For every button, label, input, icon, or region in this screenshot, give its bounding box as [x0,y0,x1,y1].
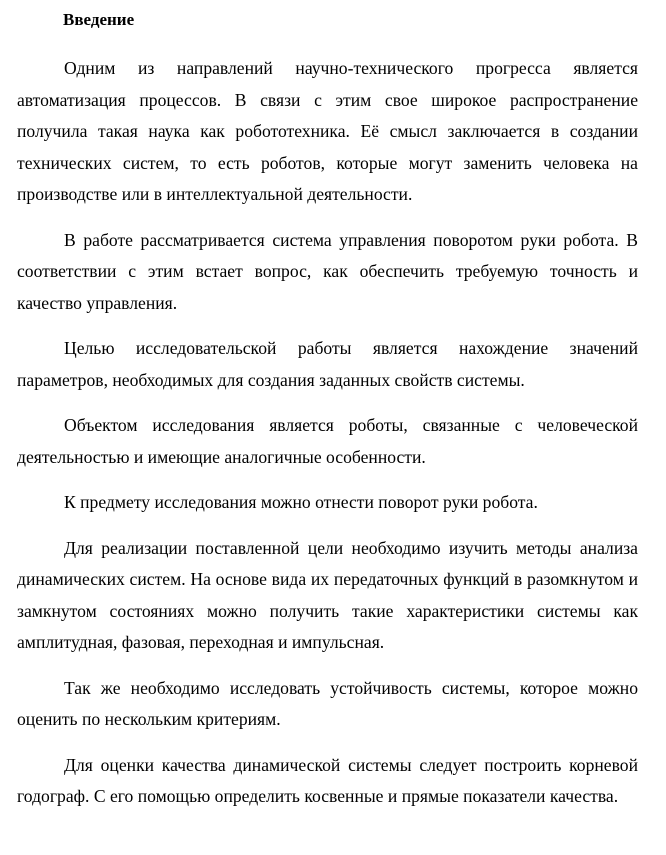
paragraph-goal: Целью исследовательской работы является нахождение значений параметров, необходимых для создания заданных свойств системы. [17,338,638,390]
paragraph-intro-automation: Одним из направлений научно-технического прогресса является автоматизация процессов. В связи с этим свое широкое распространение получила такая наука как робототехника. Её смысл заключается в создании технических систем, то есть роботов, которые могут заменить человека на производстве или в интеллектуальной деятельности. [17,58,638,204]
paragraph-object: Объектом исследования является роботы, связанные с человеческой деятельностью и имеющие аналогичные особенности. [17,415,638,467]
paragraph-subject: К предмету исследования можно отнести поворот руки робота. [64,492,538,512]
paragraph-system-considered: В работе рассматривается система управления поворотом руки робота. В соответствии с этим встает вопрос, как обеспечить требуемую точность и качество управления. [17,229,638,313]
paragraph-stability: Так же необходимо исследовать устойчивость системы, которое можно оценить по нескольким критериям. [17,677,638,729]
section-heading: Введение [63,10,135,29]
paragraph-methods: Для реализации поставленной цели необходимо изучить методы анализа динамических систем. На основе вида их передаточных функций в разомкнутом и замкнутом состояниях можно получить такие характеристики системы как амплитудная, фазовая, переходная и импульсная. [17,537,638,652]
paragraph-quality: Для оценки качества динамической системы следует построить корневой годограф. С его помощью определить косвенные и прямые показатели качества. [17,754,638,806]
document-page [17,0,638,813]
